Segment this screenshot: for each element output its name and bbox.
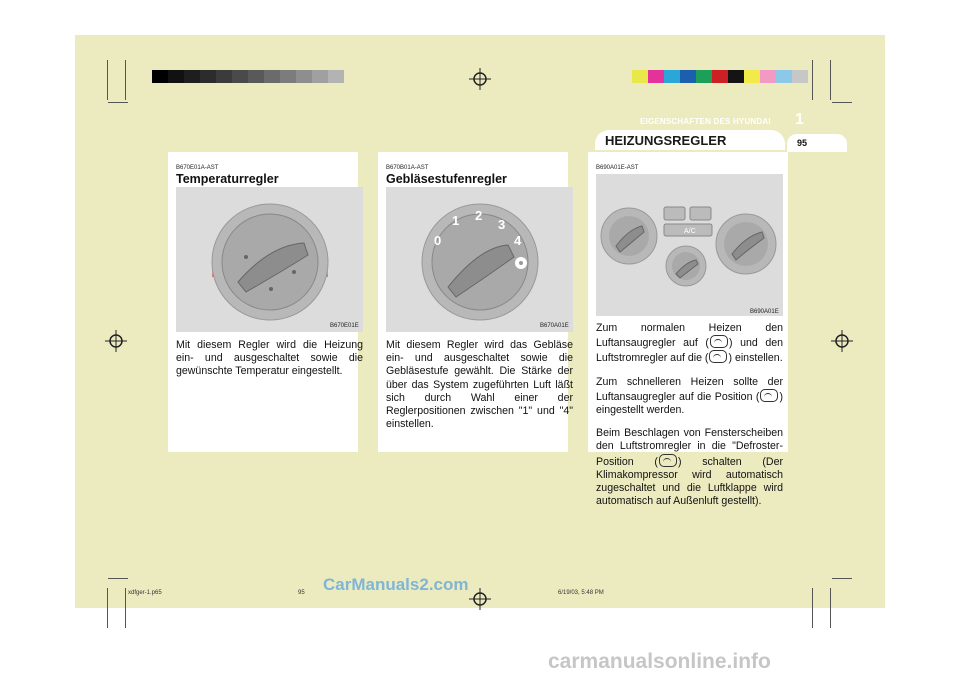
body-text	[596, 322, 783, 518]
dial-label-4: 4	[514, 233, 522, 248]
section-title: HEIZUNGSREGLER	[605, 133, 727, 148]
gray-swatch	[216, 70, 232, 83]
gray-swatch	[184, 70, 200, 83]
section-code: B670B01A-AST	[386, 165, 429, 171]
section-heading: Temperaturregler	[176, 172, 279, 186]
dial-label-0: 0	[434, 233, 442, 248]
crop-mark	[125, 588, 126, 628]
gray-swatch	[200, 70, 216, 83]
color-swatch	[712, 70, 728, 83]
gray-swatch	[328, 70, 344, 83]
gray-swatch	[232, 70, 248, 83]
fan-icon	[515, 257, 527, 269]
crop-mark	[832, 102, 852, 103]
para-part: ) und den Luftstromregler auf die (	[596, 337, 784, 365]
page-number: 95	[797, 138, 808, 148]
ac-button-label: A/C	[684, 228, 696, 235]
section-code: B670E01A-AST	[176, 165, 219, 171]
chapter-label: EIGENSCHAFTEN DES HYUNDAI	[640, 117, 771, 126]
fan-speed-dial-figure	[386, 187, 573, 332]
para-part: ) einstellen.	[728, 352, 783, 365]
crop-mark	[812, 60, 813, 100]
gray-calibration-bar	[152, 70, 344, 83]
color-calibration-bar	[632, 70, 808, 83]
color-swatch	[648, 70, 664, 83]
recirculation-icon	[710, 335, 728, 348]
color-swatch	[792, 70, 808, 83]
para-part: Zum schnelleren Heizen sollte der Luftansaugregler auf die Position (	[596, 375, 783, 403]
crop-mark	[125, 60, 126, 100]
defrost-icon	[659, 454, 677, 467]
heater-control-panel-figure	[596, 174, 783, 316]
gray-swatch	[248, 70, 264, 83]
image-code: B690A01E	[750, 309, 779, 315]
crop-mark	[832, 578, 852, 579]
para-part: ) eingestellt werden.	[596, 390, 783, 417]
watermark-bottom: carmanualsonline.info	[548, 650, 771, 673]
dial-label-2: 2	[475, 208, 483, 223]
image-code: B670E01E	[330, 323, 359, 329]
crop-mark	[812, 588, 813, 628]
dial-label-1: 1	[452, 213, 460, 228]
chapter-number: 1	[795, 111, 804, 128]
fan-speed-dial-icon	[386, 187, 573, 332]
gray-swatch	[296, 70, 312, 83]
footer-file: xdfger-1.p65	[128, 590, 162, 596]
color-swatch	[728, 70, 744, 83]
crop-mark	[107, 588, 108, 628]
color-swatch	[664, 70, 680, 83]
body-text: Mit diesem Regler wird die Heizung ein- und ausgeschaltet sowie die gewünschte Temperatur eingestellt.	[176, 339, 363, 378]
para-part: Zum normalen Heizen den Luftansaugregler auf (	[596, 322, 783, 350]
gray-swatch	[168, 70, 184, 83]
footer-page: 95	[298, 590, 305, 596]
recirculation-icon	[760, 389, 778, 402]
registration-target-icon	[469, 68, 491, 90]
image-code: B670A01E	[540, 323, 569, 329]
floor-airflow-icon	[709, 350, 727, 363]
crop-mark	[830, 60, 831, 100]
crop-mark	[108, 102, 128, 103]
crop-mark	[107, 60, 108, 100]
watermark-top: CarManuals2.com	[323, 575, 469, 594]
crop-mark	[108, 578, 128, 579]
section-code: B690A01E-AST	[596, 165, 639, 171]
gray-swatch	[152, 70, 168, 83]
body-text: Mit diesem Regler wird das Gebläse ein- und ausgeschaltet sowie die Gebläsestufe gewählt. Die Stärke der über das System zugeführten Luft läßt sich durch Wahl einer der Reglerpositionen zwischen "1" und "4" einstellen.	[386, 339, 573, 431]
color-swatch	[632, 70, 648, 83]
temperature-dial-figure	[176, 187, 363, 332]
registration-target-icon	[469, 588, 491, 610]
para-part: ) schalten (Der Klimakompressor wird automatisch zugeschaltet und die Luftklappe wird automatisch auf Außenluft gestellt).	[596, 455, 783, 508]
color-swatch	[696, 70, 712, 83]
color-swatch	[744, 70, 760, 83]
registration-target-icon	[105, 330, 127, 352]
para-part: Beim Beschlagen von Fensterscheiben den Luftstromregler in die "Defroster-Position (	[596, 427, 783, 468]
dial-label-3: 3	[498, 217, 506, 232]
color-swatch	[776, 70, 792, 83]
gray-swatch	[312, 70, 328, 83]
color-swatch	[680, 70, 696, 83]
crop-mark	[830, 588, 831, 628]
gray-swatch	[264, 70, 280, 83]
gray-swatch	[280, 70, 296, 83]
page-number-tab	[787, 134, 847, 152]
registration-target-icon	[831, 330, 853, 352]
color-swatch	[760, 70, 776, 83]
heater-control-panel-icon	[596, 174, 783, 316]
footer-date: 6/19/03, 5:48 PM	[558, 590, 604, 596]
temperature-dial-icon	[176, 187, 363, 332]
section-heading: Gebläsestufenregler	[386, 172, 507, 186]
